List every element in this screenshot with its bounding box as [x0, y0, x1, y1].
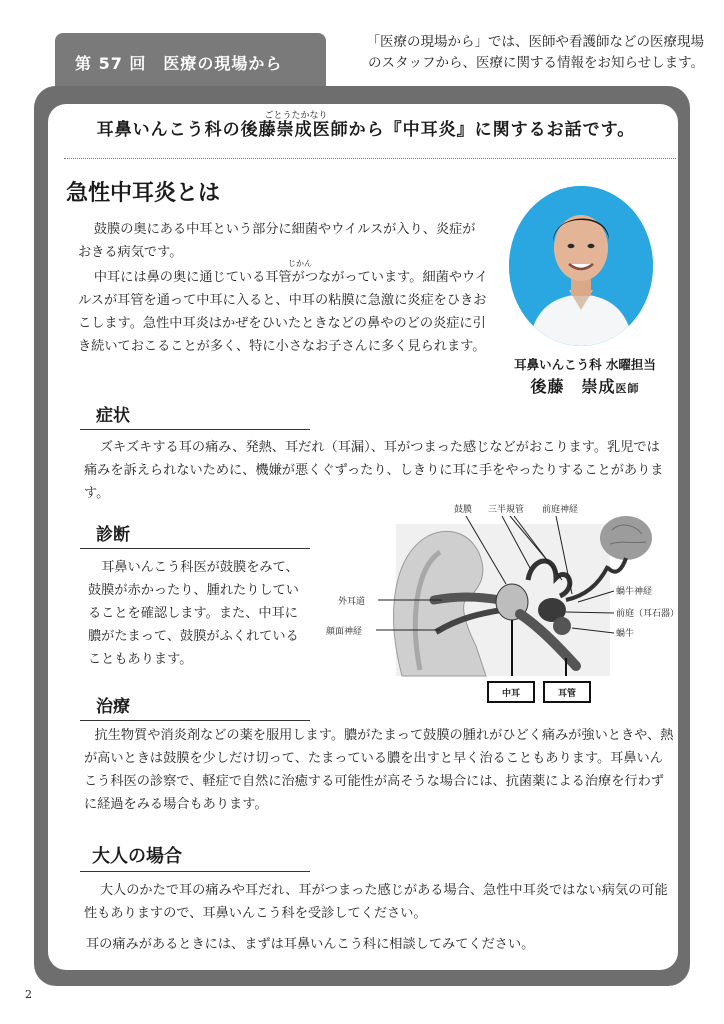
heading-treatment: 治療 — [96, 697, 130, 717]
intro-text — [334, 32, 704, 74]
intro-line-1: 「医療の現場から」では、医師や看護師などの医療現場 — [366, 34, 704, 50]
symptoms-text: ズキズキする耳の痛み、発熱、耳だれ（耳漏）、耳がつまった感じなどがおこります。乳児では痛みを訴えられないために、機嫌が悪くぐずったり、しきりに耳に手をやったりすることがあります。 — [84, 440, 664, 501]
doctor-department: 耳鼻いんこう科 水曜担当 — [514, 357, 656, 372]
heading-adults: 大人の場合 — [92, 846, 182, 867]
label-semicircular-canals: 三半規管 — [488, 505, 525, 515]
ruby-jikan: じかん — [288, 259, 312, 268]
brain-shape — [600, 516, 652, 560]
ear-canal-shape — [434, 597, 500, 600]
heading-rule — [80, 429, 310, 430]
heading-rule — [80, 720, 310, 721]
doctor-title: 医師 — [615, 382, 640, 395]
heading-rule — [80, 548, 310, 549]
series-tab — [55, 33, 326, 91]
doctor-portrait-icon — [509, 186, 653, 346]
label-cochlea: 蝸牛 — [616, 629, 635, 639]
intro-line-2: のスタッフから、医療に関する情報をお知らせします。 — [367, 55, 704, 71]
ear-anatomy-diagram — [316, 496, 680, 712]
intro-paragraph-1: 鼓膜の奥にある中耳という部分に細菌やウイルスが入り、炎症がおきる病気です。 — [78, 222, 476, 260]
diagnosis-text: 耳鼻いんこう科医が鼓膜をみて、鼓膜が赤かったり、腫れたりしていることを確認します。また、中耳に膿がたまって、鼓膜がふくれていることもあります。 — [88, 560, 299, 667]
heading-symptoms: 症状 — [96, 406, 130, 426]
doctor-photo — [509, 186, 653, 346]
headline-ruby: ごとうたかなり — [264, 111, 328, 121]
section-title-acute-otitis: 急性中耳炎とは — [66, 181, 221, 206]
label-eardrum: 鼓膜 — [454, 505, 473, 515]
label-cochlear-nerve: 蝸牛神経 — [616, 587, 653, 597]
treatment-text: 抗生物質や消炎剤などの薬を服用します。膿がたまって鼓膜の腫れがひどく痛みが強いときや、熱が高いときは鼓膜を少しだけ切って、たまっている膿を出すと早く治ることもあります。耳鼻いんこう科医の診察で、軽症で自然に治癒する可能性が高そうな場合には、抗菌薬による治療を行わずに経過をみる場合もあります。 — [84, 728, 674, 812]
label-middle-ear: 中耳 — [502, 689, 521, 699]
headline: 耳鼻いんこう科の後藤崇成医師から『中耳炎』に関するお話です。 — [96, 120, 636, 140]
label-facial-nerve: 顔面神経 — [326, 627, 363, 637]
doctor-name: 後藤 崇成 — [530, 377, 616, 396]
heading-rule — [80, 871, 310, 872]
page-number: 2 — [25, 988, 32, 1001]
intro-paragraph-2: 中耳には鼻の奥に通じている耳管がつながっています。細菌やウイルスが耳管を通って中耳に入ると、中耳の粘膜に急激に炎症をひきおこします。急性中耳炎はかぜをひいたときなどの鼻やのどの炎症に引き続いておこることが多く、特に小さなお子さんに多く見られます。 — [78, 270, 488, 354]
series-title: 第 57 回 医療の現場から — [75, 54, 283, 73]
cochlea-shape — [553, 617, 571, 635]
doctor-name-block — [500, 376, 670, 400]
adults-text: 大人のかたで耳の痛みや耳だれ、耳がつまった感じがある場合、急性中耳炎ではない病気の可能性もありますので、耳鼻いんこう科を受診してください。 — [84, 883, 668, 921]
closing-text: 耳の痛みがあるときには、まずは耳鼻いんこう科に相談してみてください。 — [86, 937, 535, 952]
label-vestibular-nerve: 前庭神経 — [542, 505, 579, 515]
dotted-divider — [64, 158, 676, 159]
label-eustachian-tube: 耳管 — [558, 689, 577, 699]
label-ear-canal: 外耳道 — [338, 597, 366, 607]
heading-diagnosis: 診断 — [96, 525, 130, 545]
label-vestibule: 前庭（耳石器） — [616, 609, 680, 619]
